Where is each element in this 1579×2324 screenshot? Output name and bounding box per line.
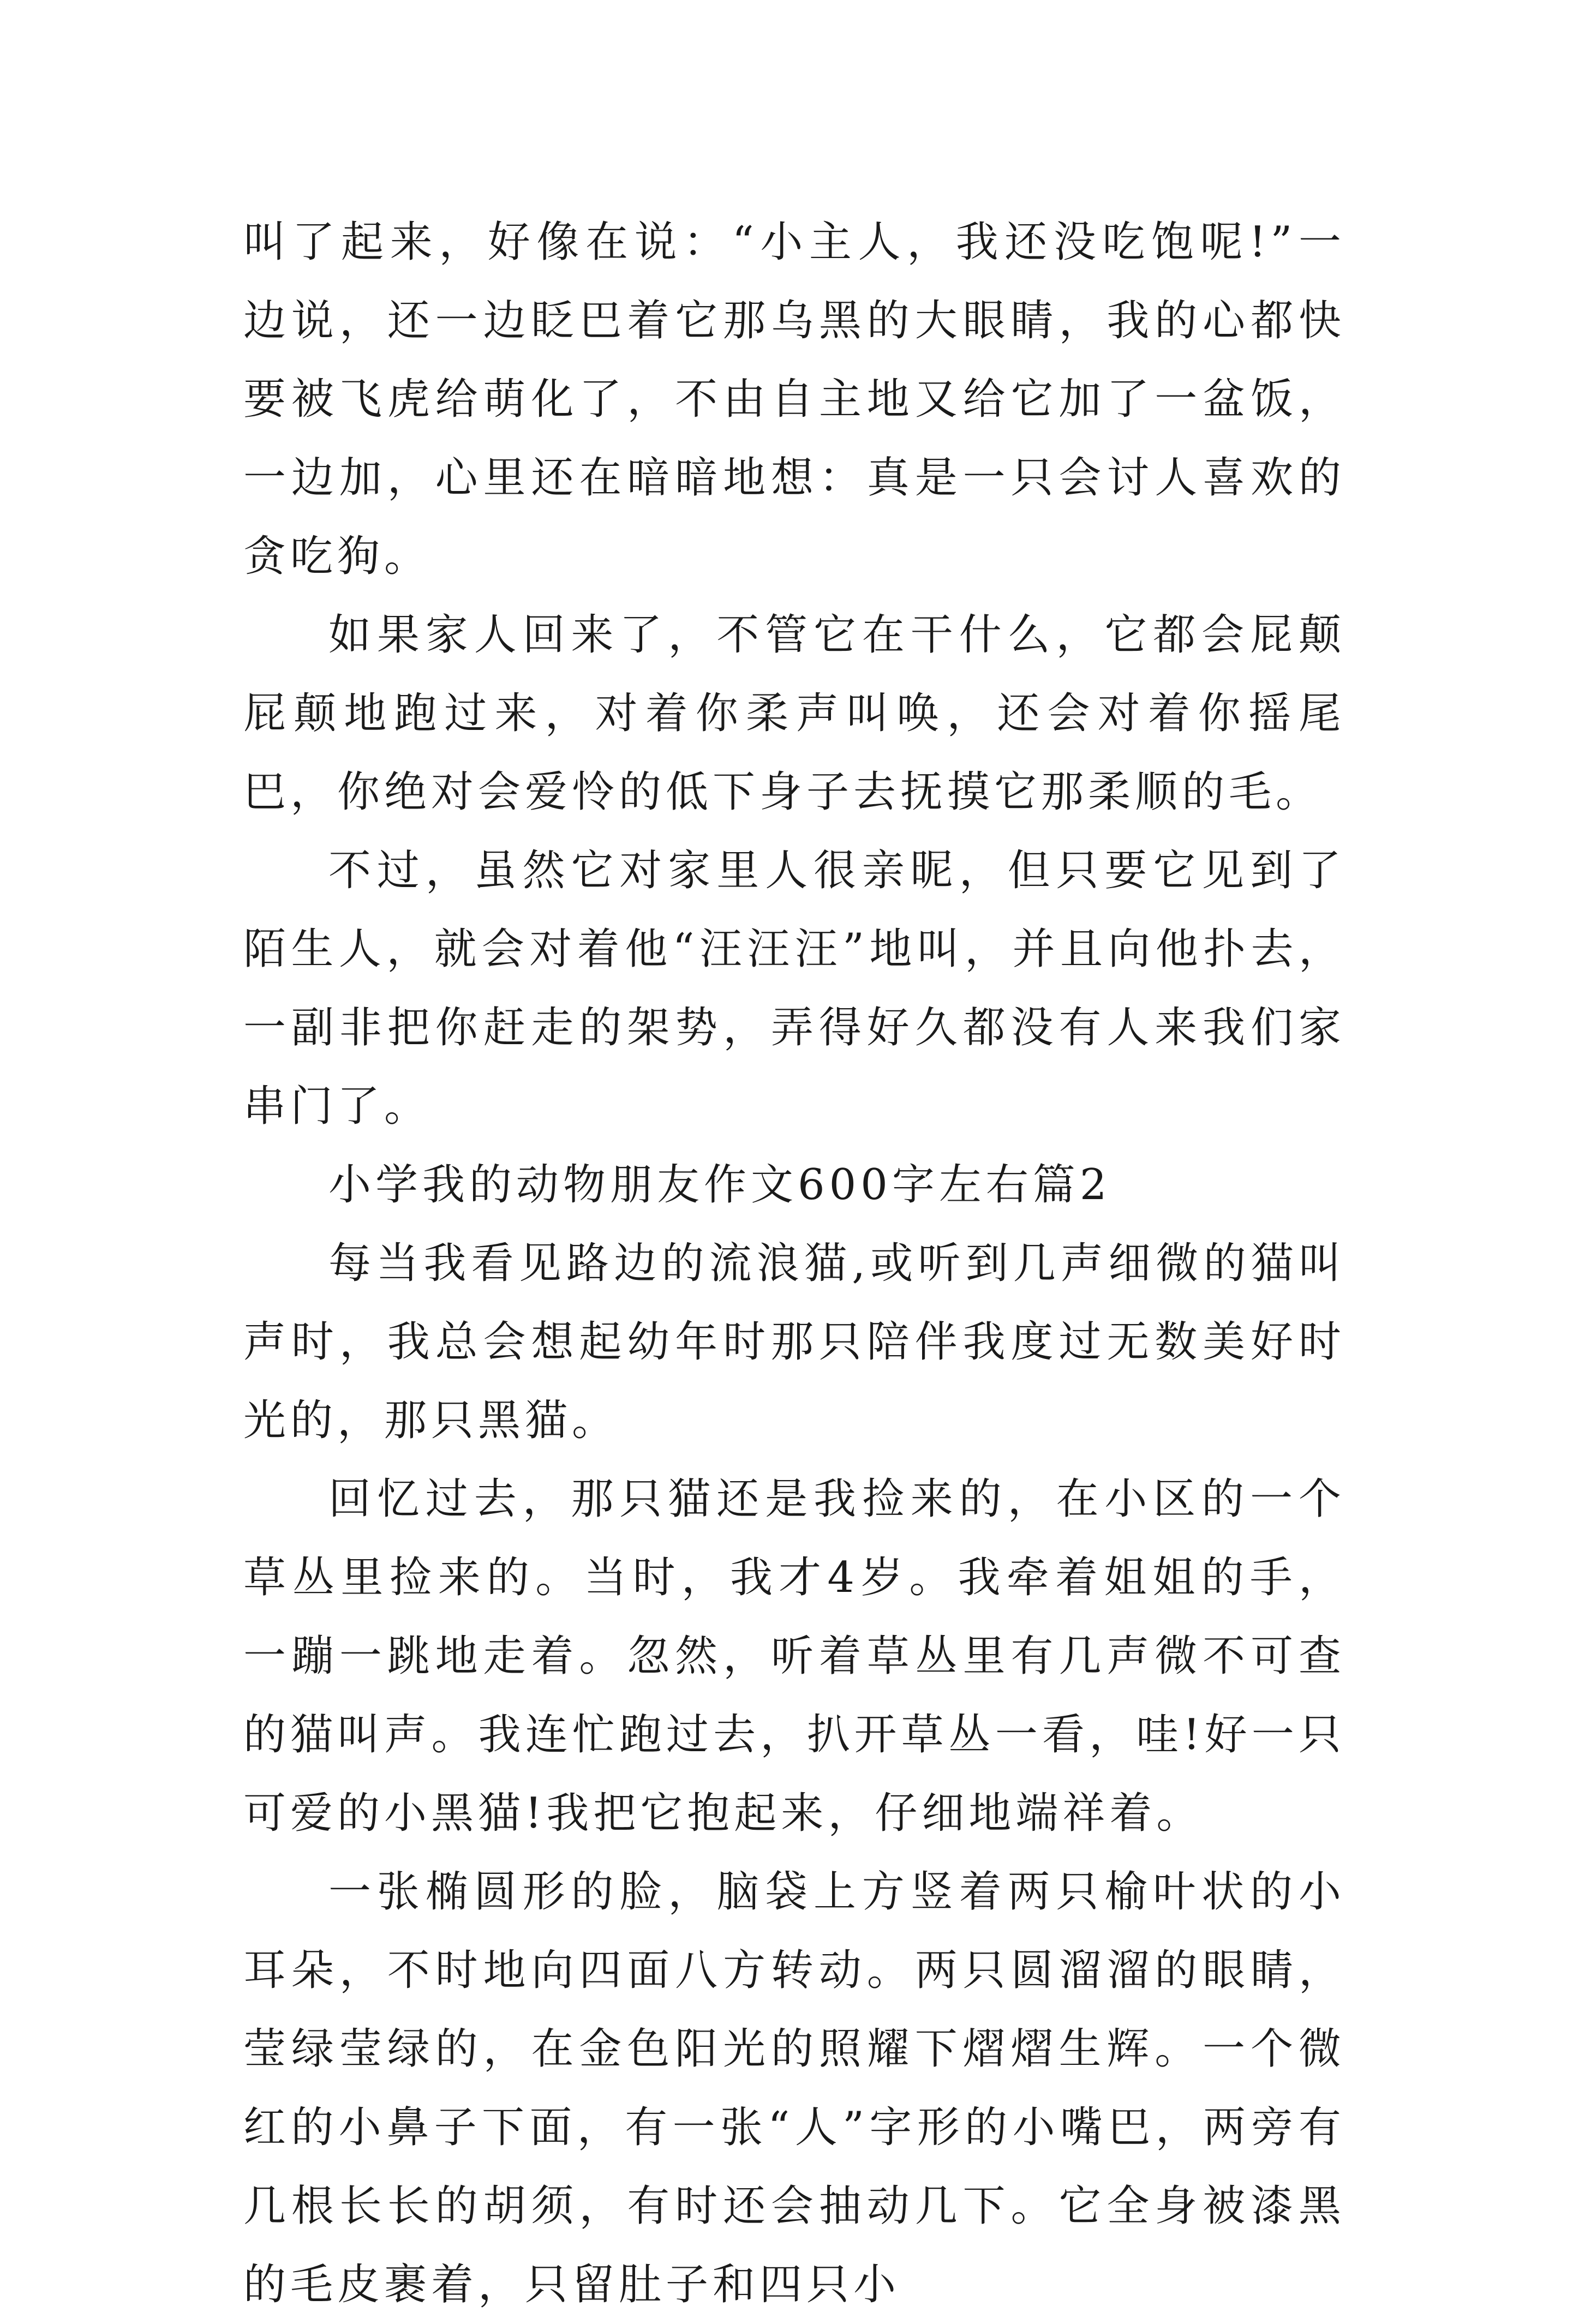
document-body [243,203,1345,2324]
section-heading: 小学我的动物朋友作文600字左右篇2 [328,1160,1111,1209]
paragraph-5: 每当我看见路边的流浪猫,或听到几声细微的猫叫声时，我总会想起幼年时那只陪伴我度过无数美好时光的，那只黑猫。 [243,1239,1345,1445]
paragraph-1: 叫了起来，好像在说：“小主人，我还没吃饱呢!”一边说，还一边眨巴着它那乌黑的大眼睛，我的心都快要被飞虎给萌化了，不由自主地又给它加了一盆饭，一边加，心里还在暗暗地想：真是一只会讨人喜欢的贪吃狗。 [243,218,1345,581]
paragraph-2: 如果家人回来了，不管它在干什么，它都会屁颠屁颠地跑过来，对着你柔声叫唤，还会对着你摇尾巴，你绝对会爱怜的低下身子去抚摸它那柔顺的毛。 [243,610,1345,817]
paragraph-3: 不过，虽然它对家里人很亲昵，但只要它见到了陌生人，就会对着他“汪汪汪”地叫，并且向他扑去，一副非把你赶走的架势，弄得好久都没有人来我们家串门了。 [243,846,1345,1131]
paragraph-7: 一张椭圆形的脸，脑袋上方竖着两只榆叶状的小耳朵，不时地向四面八方转动。两只圆溜溜的眼睛，莹绿莹绿的，在金色阳光的照耀下熠熠生辉。一个微红的小鼻子下面，有一张“人”字形的小嘴巴，两旁有几根长长的胡须，有时还会抽动几下。它全身被漆黑的毛皮裹着，只留肚子和四只小 [243,1867,1345,2309]
paragraph-6: 回忆过去，那只猫还是我捡来的，在小区的一个草丛里捡来的。当时，我才4岁。我牵着姐姐的手，一蹦一跳地走着。忽然，听着草丛里有几声微不可查的猫叫声。我连忙跑过去，扒开草丛一看，哇!好一只可爱的小黑猫!我把它抱起来，仔细地端祥着。 [243,1475,1345,1838]
